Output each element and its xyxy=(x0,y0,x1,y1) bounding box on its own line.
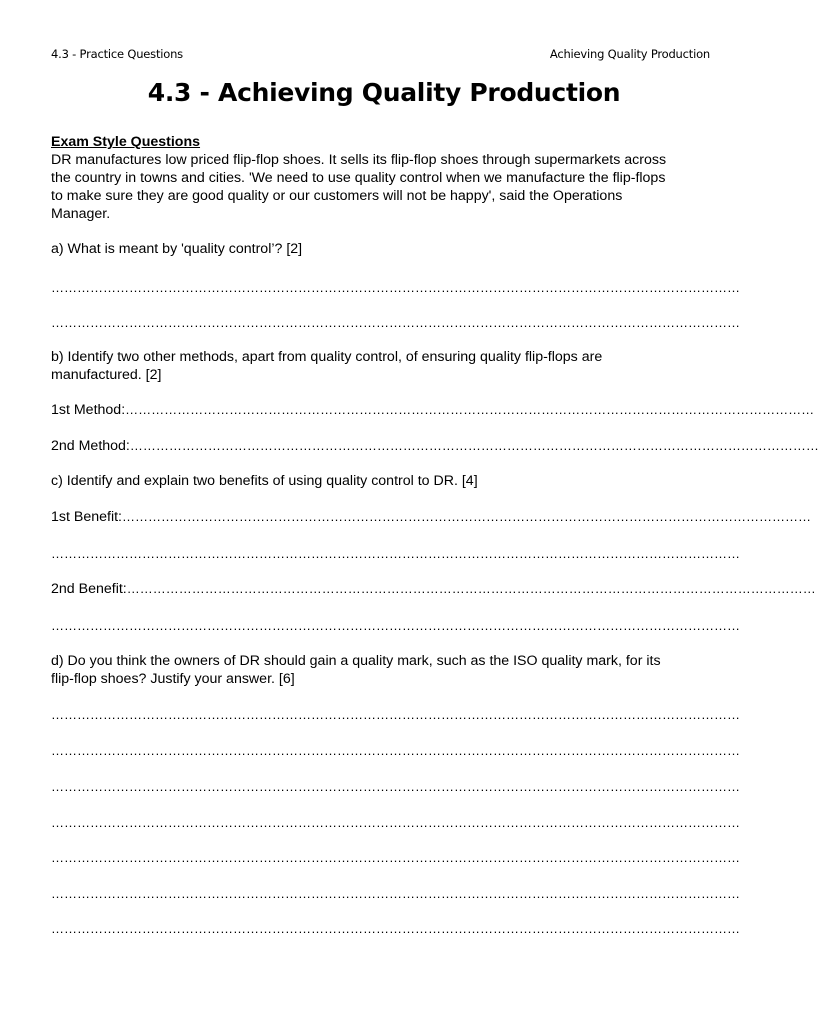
header-left: 4.3 - Practice Questions xyxy=(51,47,183,61)
intro-line-2: the country in towns and cities. 'We need to use quality control when we manufacture the flip-flops xyxy=(51,170,666,186)
method-1-label: 1st Method: xyxy=(51,402,126,418)
section-heading: Exam Style Questions xyxy=(51,134,201,150)
answer-line-c1[interactable]: …………………………………………………………………………………………………………………………………………… xyxy=(51,546,740,561)
intro-line-3: to make sure they are good quality or our customers will not be happy', said the Operations xyxy=(51,188,623,204)
answer-line-d3[interactable]: …………………………………………………………………………………………………………………………………………… xyxy=(51,779,740,794)
answer-line-d6[interactable]: …………………………………………………………………………………………………………………………………………… xyxy=(51,886,740,901)
question-d-line-1: d) Do you think the owners of DR should gain a quality mark, such as the ISO quality mark, for its xyxy=(51,653,661,669)
intro-line-4: Manager. xyxy=(51,206,111,222)
benefit-1-dots: …………………………………………………………………………………………………………………………………………… xyxy=(121,509,811,524)
page-title: 4.3 - Achieving Quality Production xyxy=(147,78,621,107)
intro-line-1: DR manufactures low priced flip-flop shoes. It sells its flip-flop shoes through supermarkets across xyxy=(51,152,667,168)
question-d-line-2: flip-flop shoes? Justify your answer. [6] xyxy=(51,671,295,687)
answer-line-d1[interactable]: …………………………………………………………………………………………………………………………………………… xyxy=(51,707,740,722)
answer-line-d4[interactable]: …………………………………………………………………………………………………………………………………………… xyxy=(51,815,740,830)
header-right: Achieving Quality Production xyxy=(549,47,710,61)
benefit-1-row[interactable] xyxy=(51,508,811,526)
answer-line-d5[interactable]: …………………………………………………………………………………………………………………………………………… xyxy=(51,850,740,865)
question-b-line-1: b) Identify two other methods, apart from quality control, of ensuring quality flip-flops are xyxy=(51,349,603,365)
benefit-1-label: 1st Benefit: xyxy=(51,509,122,525)
method-1-row[interactable] xyxy=(51,401,815,419)
answer-line-a2[interactable]: …………………………………………………………………………………………………………………………………………… xyxy=(51,315,740,330)
question-a: a) What is meant by 'quality control’? [2] xyxy=(51,241,303,257)
answer-line-d7[interactable]: …………………………………………………………………………………………………………………………………………… xyxy=(51,921,740,936)
method-2-row[interactable] xyxy=(51,437,819,455)
method-2-dots: …………………………………………………………………………………………………………………………………………… xyxy=(129,438,819,453)
method-1-dots: …………………………………………………………………………………………………………………………………………… xyxy=(125,402,815,417)
answer-line-d2[interactable]: …………………………………………………………………………………………………………………………………………… xyxy=(51,743,740,758)
question-b-line-2: manufactured. [2] xyxy=(51,367,162,383)
benefit-2-label: 2nd Benefit: xyxy=(51,581,127,597)
benefit-2-dots: …………………………………………………………………………………………………………………………………………… xyxy=(126,581,816,596)
answer-line-a1[interactable]: …………………………………………………………………………………………………………………………………………… xyxy=(51,280,740,295)
question-c: c) Identify and explain two benefits of using quality control to DR. [4] xyxy=(51,473,478,489)
answer-line-c2[interactable]: …………………………………………………………………………………………………………………………………………… xyxy=(51,618,740,633)
method-2-label: 2nd Method: xyxy=(51,438,130,454)
benefit-2-row[interactable] xyxy=(51,580,816,598)
